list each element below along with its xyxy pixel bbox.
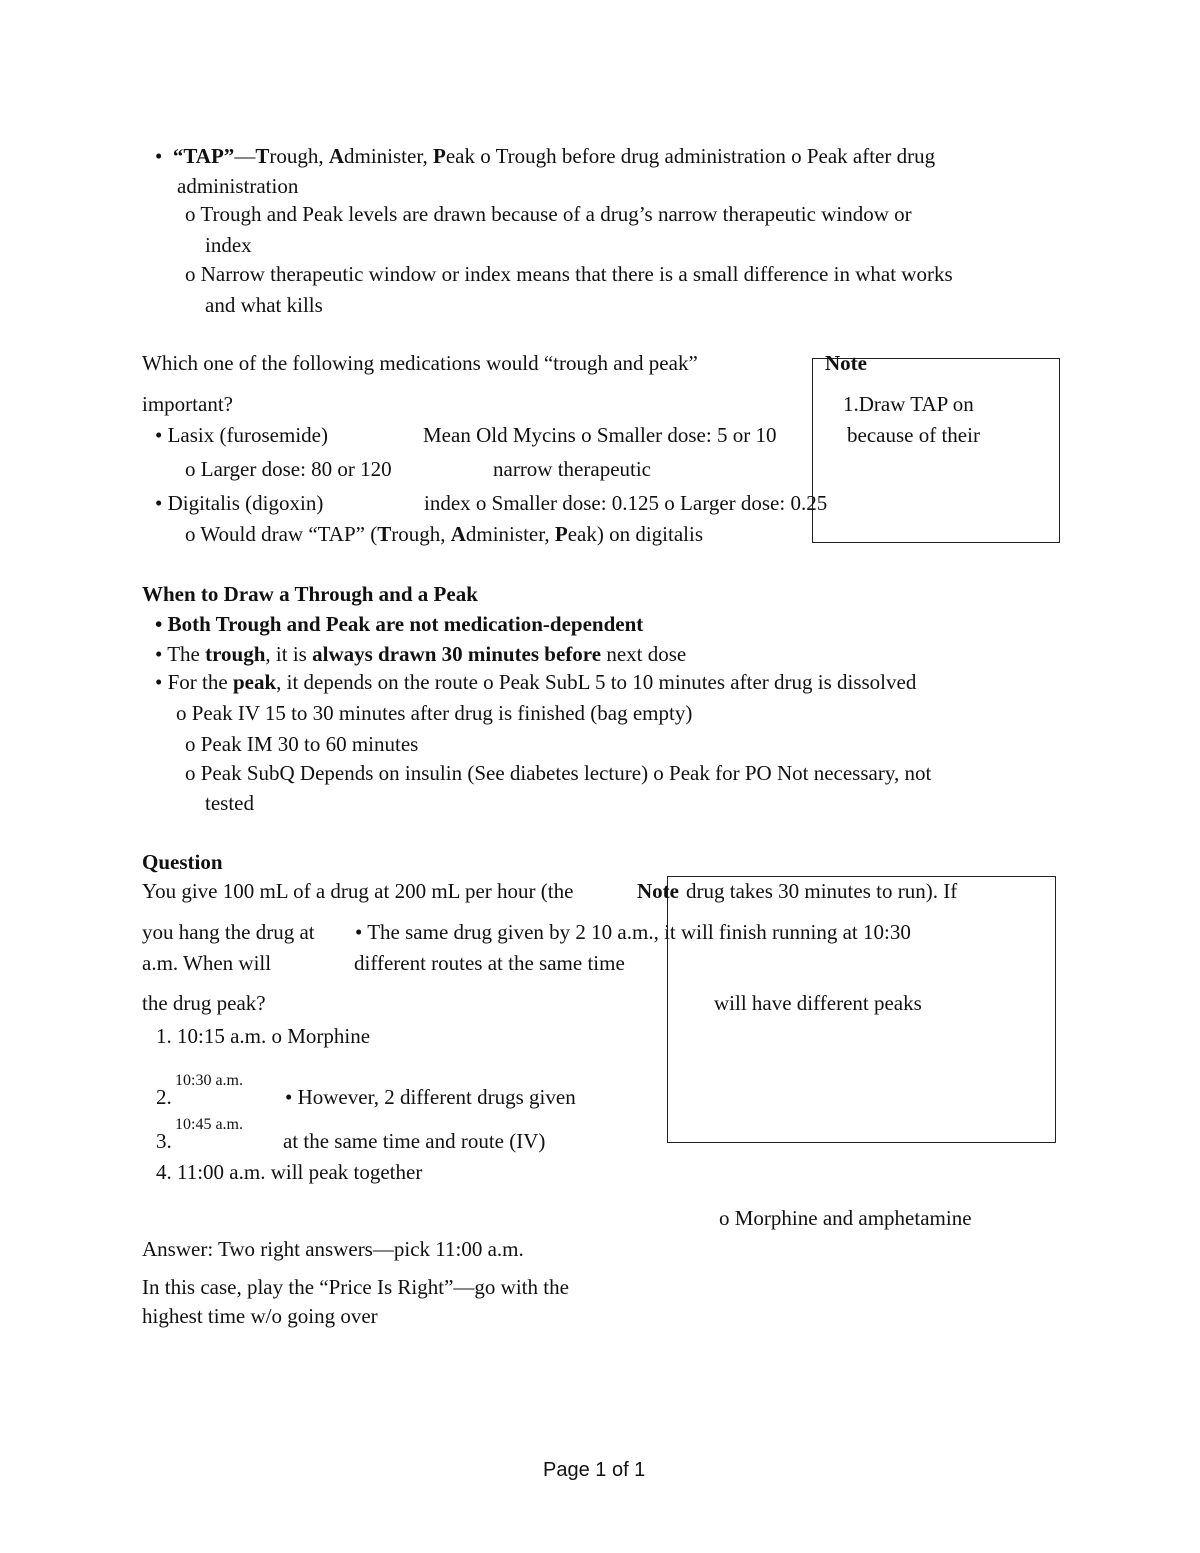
option-3-time: 10:45 a.m. xyxy=(175,1116,243,1133)
case-line-1: In this case, play the “Price Is Right”—go with the xyxy=(142,1275,569,1299)
larger-dose-item: o Larger dose: 80 or 120 xyxy=(185,457,392,481)
tap-line-5: o Narrow therapeutic window or index means that there is a small difference in what works xyxy=(185,262,953,286)
question-2-line-2: you hang the drug at xyxy=(142,920,315,944)
digitalis-item: • Digitalis (digoxin) xyxy=(155,491,324,515)
mycins-item: Mean Old Mycins o Smaller dose: 5 or 10 xyxy=(423,423,777,447)
draw-sub-1: o Peak IV 15 to 30 minutes after drug is finished (bag empty) xyxy=(176,701,693,725)
b2-mid: , it is xyxy=(265,642,313,666)
tap-line-6: and what kills xyxy=(205,293,323,317)
option-4: 4. 11:00 a.m. will peak together xyxy=(156,1160,423,1184)
draw-sub-4: tested xyxy=(205,791,254,815)
tap-letter-a: A xyxy=(328,144,344,168)
b2-trough: trough xyxy=(205,642,266,666)
would-draw-item xyxy=(185,524,703,545)
b2-pre: • The xyxy=(155,642,206,666)
question-2-line-3: a.m. When will xyxy=(142,951,272,975)
index-dose-item: index o Smaller dose: 0.125 o Larger dose: 0.25 xyxy=(424,491,828,515)
tap-word-rough: rough, xyxy=(269,144,329,168)
would-letter-p: P xyxy=(554,522,568,546)
would-rough: rough, xyxy=(391,522,451,546)
lasix-item: • Lasix (furosemide) xyxy=(155,423,328,447)
draw-heading: When to Draw a Through and a Peak xyxy=(142,582,478,606)
question-2-line-4: the drug peak? xyxy=(142,991,266,1015)
b3-pre: • For the xyxy=(155,670,233,694)
dash: — xyxy=(234,144,256,168)
case-line-2: highest time w/o going over xyxy=(142,1304,378,1328)
b2-post: next dose xyxy=(601,642,687,666)
option-3-number: 3. xyxy=(156,1129,172,1153)
tap-line-1-rest: eak o Trough before drug administration o Peak after drug xyxy=(445,144,936,168)
page-number: Page 1 of 1 xyxy=(543,1459,646,1481)
draw-bullet-3 xyxy=(155,672,916,693)
draw-sub-3: o Peak SubQ Depends on insulin (See diabetes lecture) o Peak for PO Not necessary, not xyxy=(185,761,932,785)
draw-bullet-1: • Both Trough and Peak are not medication-dependent xyxy=(155,612,644,636)
draw-bullet-2 xyxy=(155,644,686,665)
note-2-title: Note xyxy=(637,879,679,903)
would-letter-a: A xyxy=(450,522,466,546)
answer-line: Answer: Two right answers—pick 11:00 a.m. xyxy=(142,1237,524,1261)
question-2-line-2-mid: • The same drug given by 2 10 a.m., it will finish running at 10:30 xyxy=(355,920,911,944)
question-2-heading: Question xyxy=(142,850,223,874)
option-3-text: at the same time and route (IV) xyxy=(283,1129,546,1153)
question-2-line-4-right: will have different peaks xyxy=(714,991,922,1015)
question-2-line-1: You give 100 mL of a drug at 200 mL per hour (the xyxy=(142,879,574,903)
b3-peak: peak xyxy=(232,670,277,694)
narrow-therapeutic: narrow therapeutic xyxy=(493,457,652,481)
option-2-number: 2. xyxy=(156,1085,172,1109)
would-letter-t: T xyxy=(377,522,392,546)
b3-post: , it depends on the route o Peak SubL 5 to 10 minutes after drug is dissolved xyxy=(276,670,917,694)
morphine-amphetamine: o Morphine and amphetamine xyxy=(719,1206,972,1230)
option-2-time: 10:30 a.m. xyxy=(175,1072,243,1089)
question-2-line-1-end: drug takes 30 minutes to run). If xyxy=(686,879,958,903)
tap-line-2: administration xyxy=(177,174,299,198)
would-pre: o Would draw “TAP” ( xyxy=(185,522,378,546)
tap-word-administer: dminister, xyxy=(344,144,433,168)
tap-term: “TAP” xyxy=(172,144,235,168)
question-2-line-3-mid: different routes at the same time xyxy=(354,951,625,975)
tap-line-3: o Trough and Peak levels are drawn because of a drug’s narrow therapeutic window or xyxy=(185,202,912,226)
draw-sub-2: o Peak IM 30 to 60 minutes xyxy=(185,732,419,756)
tap-line-4: index xyxy=(205,233,252,257)
option-2-text: • However, 2 different drugs given xyxy=(285,1085,576,1109)
question-1-line-1: Which one of the following medications would “trough and peak” xyxy=(142,351,698,375)
note-1-line-1: 1.Draw TAP on xyxy=(843,392,974,416)
note-1-line-2: because of their xyxy=(847,423,980,447)
option-1: 1. 10:15 a.m. o Morphine xyxy=(156,1024,371,1048)
would-post: eak) on digitalis xyxy=(567,522,704,546)
note-1-title: Note xyxy=(825,351,867,375)
would-administer: dminister, xyxy=(465,522,555,546)
note-box-1 xyxy=(812,358,1060,543)
tap-letter-p: P xyxy=(432,144,446,168)
tap-line-1 xyxy=(155,146,935,167)
bullet: • xyxy=(155,144,163,168)
tap-letter-t: T xyxy=(255,144,270,168)
b2-always: always drawn 30 minutes before xyxy=(312,642,602,666)
question-1-line-2: important? xyxy=(142,392,233,416)
